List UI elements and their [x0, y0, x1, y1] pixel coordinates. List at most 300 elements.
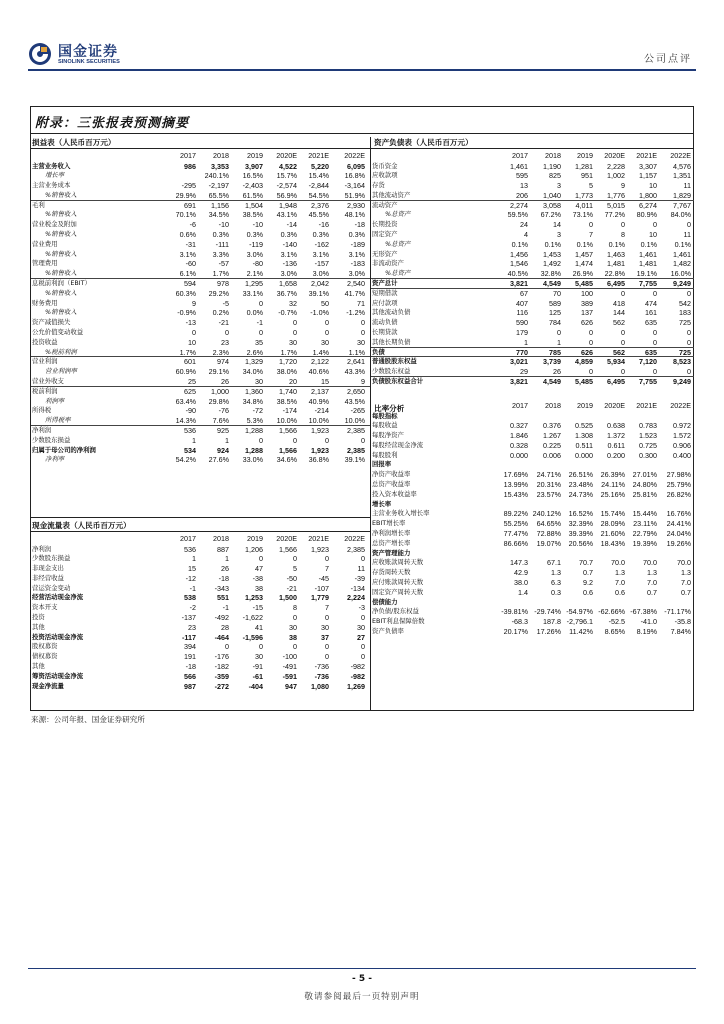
- year-header-cell: 2021E: [636, 151, 657, 160]
- table-row: [31, 367, 370, 377]
- row-value: 8,523: [673, 357, 691, 367]
- row-label: 所得税率: [45, 416, 71, 425]
- row-value: -1,622: [242, 613, 263, 623]
- row-value: -1: [222, 603, 229, 613]
- footer-divider: [28, 968, 696, 969]
- row-value: 147.3: [510, 558, 528, 568]
- row-value: 1.523: [639, 431, 657, 441]
- row-value: -176: [214, 652, 229, 662]
- table-row: [371, 259, 694, 269]
- row-value: -16: [318, 220, 329, 230]
- row-value: 1,773: [575, 190, 593, 200]
- row-value: -1.2%: [346, 308, 365, 318]
- row-value: -137: [181, 613, 196, 623]
- row-value: 7.6%: [212, 416, 229, 426]
- row-value: 70.0: [677, 558, 691, 568]
- row-value: 635: [645, 318, 657, 328]
- row-value: 47: [255, 564, 263, 574]
- table-row: [371, 240, 694, 250]
- row-value: 27.01%: [632, 470, 657, 480]
- row-value: 55.25%: [503, 519, 528, 529]
- table-row: [371, 470, 694, 480]
- table-row: [31, 446, 370, 456]
- table-row: [31, 682, 370, 692]
- row-value: 0: [589, 220, 593, 230]
- disclaimer-note: 敬请参阅最后一页特别声明: [304, 992, 420, 1002]
- row-label: 营业外收支: [32, 377, 64, 386]
- table-row: [31, 603, 370, 613]
- row-value: 0.783: [639, 421, 657, 431]
- row-value: 26.9%: [572, 269, 593, 279]
- row-value: 2,376: [311, 200, 329, 210]
- row-value: 0: [687, 220, 691, 230]
- table-row: [371, 460, 694, 470]
- table-row: [31, 564, 370, 574]
- row-value: 1,923: [311, 544, 329, 554]
- row-value: 1,463: [607, 249, 625, 259]
- row-value: -3,164: [344, 181, 365, 191]
- row-value: 5,485: [575, 279, 593, 289]
- row-value: 0: [687, 328, 691, 338]
- table-row: [31, 230, 370, 240]
- row-value: 3.3%: [212, 249, 229, 259]
- row-value: 30: [321, 337, 329, 347]
- row-value: 42.9: [514, 568, 528, 578]
- row-label: %销售收入: [45, 269, 77, 278]
- row-value: 25.79%: [666, 480, 691, 490]
- row-value: -52.5: [608, 617, 625, 627]
- row-value: 1: [557, 337, 561, 347]
- row-label: 主营业务收入增长率: [372, 509, 430, 518]
- section-divider: [31, 148, 370, 149]
- row-value: 14.3%: [175, 416, 196, 426]
- table-row: [371, 191, 694, 201]
- year-header-cell: 2020E: [604, 401, 625, 410]
- row-value: 474: [645, 298, 657, 308]
- table-row: [371, 607, 694, 617]
- row-label: 偿债能力: [372, 597, 398, 606]
- row-label: 税前利润: [32, 386, 58, 395]
- row-value: 0.3%: [280, 230, 297, 240]
- row-value: 0.300: [639, 450, 657, 460]
- row-value: 1,295: [245, 279, 263, 289]
- row-label: 净利率: [45, 455, 65, 464]
- row-value: 0.638: [607, 421, 625, 431]
- row-label: 投资活动现金净流: [32, 632, 84, 641]
- row-value: 38: [255, 583, 263, 593]
- row-label: 息税前利润（EBIT）: [32, 279, 91, 288]
- table-row: [31, 593, 370, 603]
- row-value: 562: [613, 347, 625, 357]
- row-value: 15.74%: [600, 509, 625, 519]
- table-row: [371, 539, 694, 549]
- row-value: 34.0%: [242, 367, 263, 377]
- row-label: 应收账款周转天数: [372, 558, 424, 567]
- row-value: 125: [549, 308, 561, 318]
- row-value: 179: [516, 328, 528, 338]
- row-value: 26.51%: [568, 470, 593, 480]
- year-header-cell: 2021E: [308, 534, 329, 543]
- row-value: 70.1%: [175, 210, 196, 220]
- row-value: 4,859: [575, 357, 593, 367]
- row-value: 3,821: [510, 377, 528, 387]
- row-label: 资本开支: [32, 603, 58, 612]
- row-value: 2,122: [311, 357, 329, 367]
- row-value: 29.9%: [175, 190, 196, 200]
- row-value: 4: [524, 230, 528, 240]
- row-value: 77.2%: [604, 210, 625, 220]
- row-label: 每股经营现金净流: [372, 440, 424, 449]
- row-value: 0: [361, 652, 365, 662]
- row-value: 54.2%: [175, 455, 196, 465]
- row-value: 1,566: [279, 426, 297, 436]
- row-value: 0: [325, 652, 329, 662]
- row-value: 11: [683, 181, 691, 191]
- row-value: 1.4%: [312, 347, 329, 357]
- row-value: 0: [589, 367, 593, 377]
- row-value: 18.43%: [600, 538, 625, 548]
- year-header-cell: 2019: [577, 151, 593, 160]
- row-value: 60.9%: [175, 367, 196, 377]
- row-value: 23.48%: [568, 480, 593, 490]
- row-value: 9.2: [583, 578, 593, 588]
- row-value: -90: [185, 406, 196, 416]
- row-value: 986: [184, 161, 196, 171]
- row-value: 1,157: [639, 171, 657, 181]
- row-value: 7.84%: [670, 627, 691, 637]
- row-label: %销售收入: [45, 190, 77, 199]
- row-value: 7: [325, 564, 329, 574]
- row-value: 1,720: [279, 357, 297, 367]
- table-row: [371, 617, 694, 627]
- row-value: -343: [214, 583, 229, 593]
- row-value: 15: [188, 564, 196, 574]
- row-value: 925: [217, 426, 229, 436]
- row-value: -982: [350, 671, 365, 681]
- table-row: [31, 318, 370, 328]
- row-label: 营运资金变动: [32, 583, 71, 592]
- row-value: 534: [184, 445, 196, 455]
- row-label: 投入资本收益率: [372, 489, 417, 498]
- row-value: 26: [221, 377, 229, 387]
- row-value: 17.26%: [536, 627, 561, 637]
- row-value: 626: [581, 318, 593, 328]
- row-value: 0.2%: [212, 308, 229, 318]
- row-value: 72.88%: [536, 529, 561, 539]
- row-value: 0: [259, 298, 263, 308]
- row-value: -12: [185, 573, 196, 583]
- row-label: 应付款项: [372, 298, 398, 307]
- row-value: 6,495: [607, 279, 625, 289]
- row-label: 其他: [32, 662, 45, 671]
- row-value: 2.6%: [246, 347, 263, 357]
- row-label: 利润率: [45, 396, 65, 405]
- row-value: 2,228: [607, 161, 625, 171]
- table-row: [371, 490, 694, 500]
- table-row: [31, 269, 370, 279]
- row-label: 其他: [32, 622, 45, 631]
- row-value: -736: [314, 662, 329, 672]
- row-value: 0: [325, 554, 329, 564]
- row-value: 64.65%: [536, 519, 561, 529]
- row-value: 4,522: [279, 161, 297, 171]
- row-value: 7,767: [673, 200, 691, 210]
- year-header-cell: 2018: [213, 534, 229, 543]
- row-value: 32: [289, 298, 297, 308]
- row-value: 0.3%: [246, 230, 263, 240]
- row-value: -982: [350, 662, 365, 672]
- table-row: [31, 584, 370, 594]
- row-value: 9: [361, 377, 365, 387]
- row-value: -404: [248, 681, 263, 691]
- row-value: 0: [621, 288, 625, 298]
- row-label: 管理费用: [32, 259, 58, 268]
- year-header-cell: 2019: [247, 534, 263, 543]
- row-value: 389: [581, 298, 593, 308]
- table-row: [371, 588, 694, 598]
- row-value: 20.31%: [536, 480, 561, 490]
- row-value: -2,197: [208, 181, 229, 191]
- row-value: 9: [621, 181, 625, 191]
- row-value: 25: [188, 377, 196, 387]
- row-value: 1.267: [543, 431, 561, 441]
- row-value: 144: [613, 308, 625, 318]
- row-value: 595: [516, 171, 528, 181]
- row-value: 70.7: [579, 558, 593, 568]
- row-label: 增长率: [45, 171, 65, 180]
- row-value: 0: [361, 613, 365, 623]
- row-value: -39: [354, 573, 365, 583]
- row-label: 货币资金: [372, 161, 398, 170]
- table-row: [371, 279, 694, 289]
- row-value: -10: [252, 220, 263, 230]
- row-label: 回报率: [372, 460, 392, 469]
- table-row: [371, 269, 694, 279]
- row-value: -3: [358, 603, 365, 613]
- year-header-cell: 2017: [180, 151, 196, 160]
- table-row: [371, 289, 694, 299]
- row-label: 增长率: [372, 499, 392, 508]
- row-value: 15.4%: [308, 171, 329, 181]
- row-value: 566: [184, 671, 196, 681]
- row-value: -13: [185, 318, 196, 328]
- row-value: 0: [293, 328, 297, 338]
- row-value: 0.1%: [576, 239, 593, 249]
- row-value: 1.3: [551, 568, 561, 578]
- row-value: 100: [581, 288, 593, 298]
- row-value: -174: [282, 406, 297, 416]
- row-label: 总资产增长率: [372, 538, 411, 547]
- table-row: [31, 436, 370, 446]
- row-value: -1: [189, 583, 196, 593]
- row-value: 13.99%: [503, 480, 528, 490]
- row-value: 562: [613, 318, 625, 328]
- table-row: [31, 357, 370, 367]
- income-statement-title: 损益表（人民币百万元）: [32, 138, 116, 147]
- row-value: 11: [357, 564, 365, 574]
- row-value: 0.511: [575, 440, 593, 450]
- row-value: 6,495: [607, 377, 625, 387]
- row-value: 41.7%: [344, 288, 365, 298]
- row-value: 45.5%: [308, 210, 329, 220]
- row-value: 30: [357, 337, 365, 347]
- table-row: [31, 201, 370, 211]
- row-value: 0: [557, 328, 561, 338]
- row-value: 56.9%: [276, 190, 297, 200]
- table-row: [371, 220, 694, 230]
- row-value: 0.7: [647, 587, 657, 597]
- sinolink-logo-icon: [28, 42, 52, 66]
- section-divider: [31, 531, 370, 532]
- row-value: -72: [252, 406, 263, 416]
- row-value: 1,740: [279, 386, 297, 396]
- table-row: [31, 250, 370, 260]
- row-value: 20: [289, 377, 297, 387]
- table-row: [371, 348, 694, 358]
- row-value: 8: [293, 603, 297, 613]
- row-value: 1,253: [245, 593, 263, 603]
- row-value: -591: [282, 671, 297, 681]
- row-value: 1.4: [518, 587, 528, 597]
- row-value: 10.0%: [308, 416, 329, 426]
- row-value: 1,453: [543, 249, 561, 259]
- table-row: [31, 181, 370, 191]
- row-value: -5: [222, 298, 229, 308]
- row-value: 30: [357, 622, 365, 632]
- table-row: [371, 549, 694, 559]
- row-value: 0.3%: [348, 230, 365, 240]
- row-value: 27: [357, 632, 365, 642]
- row-value: 26.39%: [600, 470, 625, 480]
- year-header-cell: 2020E: [604, 151, 625, 160]
- row-value: -214: [314, 406, 329, 416]
- row-value: 27.6%: [208, 455, 229, 465]
- table-row: [31, 289, 370, 299]
- year-header-cell: 2017: [512, 151, 528, 160]
- row-value: -492: [214, 613, 229, 623]
- row-label: 负债股东权益合计: [372, 377, 424, 386]
- row-value: 1,156: [211, 200, 229, 210]
- row-label: 归属于母公司的净利润: [32, 445, 96, 454]
- row-value: 978: [217, 279, 229, 289]
- row-label: 固定资产: [372, 230, 398, 239]
- row-value: 3.1%: [280, 249, 297, 259]
- row-value: 29.8%: [208, 396, 229, 406]
- row-value: 191: [184, 652, 196, 662]
- year-header-cell: 2017: [180, 534, 196, 543]
- table-row: [31, 240, 370, 250]
- year-header-row: [371, 401, 694, 412]
- table-row: [31, 554, 370, 564]
- row-value: 30: [289, 337, 297, 347]
- row-value: 70.0: [611, 558, 625, 568]
- row-value: 6,274: [639, 200, 657, 210]
- row-value: -140: [282, 239, 297, 249]
- row-value: 5,485: [575, 377, 593, 387]
- row-value: 51.9%: [344, 190, 365, 200]
- table-row: [371, 357, 694, 367]
- row-value: -18: [185, 662, 196, 672]
- row-label: 资产负债率: [372, 627, 404, 636]
- row-value: 67.1: [547, 558, 561, 568]
- year-header-cell: 2022E: [670, 151, 691, 160]
- row-label: 总资产收益率: [372, 480, 411, 489]
- row-label: %销售收入: [45, 230, 77, 239]
- row-value: 43.5%: [344, 396, 365, 406]
- row-value: -2: [189, 603, 196, 613]
- row-value: -67.38%: [630, 607, 657, 617]
- row-label: 净负债/股东权益: [372, 607, 419, 616]
- row-label: 存货: [372, 181, 385, 190]
- table-row: [31, 652, 370, 662]
- row-value: 3.0%: [348, 269, 365, 279]
- row-value: 20.56%: [568, 538, 593, 548]
- row-value: -136: [282, 259, 297, 269]
- row-value: 26: [221, 564, 229, 574]
- row-value: 19.26%: [666, 538, 691, 548]
- table-row: [371, 598, 694, 608]
- row-value: 0: [293, 554, 297, 564]
- row-value: 15: [321, 377, 329, 387]
- table-row: [371, 500, 694, 510]
- row-value: 63.4%: [175, 396, 196, 406]
- row-value: -2,574: [276, 181, 297, 191]
- row-value: 3.0%: [246, 249, 263, 259]
- table-row: [371, 210, 694, 220]
- ratio-analysis-table: [371, 399, 694, 637]
- row-value: 30: [321, 622, 329, 632]
- row-value: 0.6%: [179, 230, 196, 240]
- table-row: [31, 662, 370, 672]
- row-value: 10: [188, 337, 196, 347]
- row-value: 22.79%: [632, 529, 657, 539]
- row-value: -41.0: [640, 617, 657, 627]
- row-value: -464: [214, 632, 229, 642]
- row-value: 86.66%: [503, 538, 528, 548]
- row-value: 28.09%: [600, 519, 625, 529]
- table-row: [31, 171, 370, 181]
- row-value: 38.5%: [242, 210, 263, 220]
- row-value: 29.1%: [208, 367, 229, 377]
- row-value: 0: [621, 337, 625, 347]
- row-value: 7.0: [647, 578, 657, 588]
- row-label: 其他长期负债: [372, 337, 411, 346]
- row-value: -1: [256, 318, 263, 328]
- row-value: 7,120: [639, 357, 657, 367]
- row-value: 0: [259, 435, 263, 445]
- row-value: 3,907: [245, 161, 263, 171]
- row-value: 39.1%: [344, 455, 365, 465]
- row-value: 37: [321, 632, 329, 642]
- row-value: 65.5%: [208, 190, 229, 200]
- row-value: 21.60%: [600, 529, 625, 539]
- row-value: 924: [217, 445, 229, 455]
- row-value: 7,755: [639, 279, 657, 289]
- row-value: 1.3: [647, 568, 657, 578]
- row-value: 1,658: [279, 279, 297, 289]
- row-value: 0.000: [575, 450, 593, 460]
- row-label: 现金净流量: [32, 681, 64, 690]
- row-value: 8.65%: [604, 627, 625, 637]
- row-value: -6: [189, 220, 196, 230]
- table-row: [31, 191, 370, 201]
- table-row: [371, 480, 694, 490]
- row-value: 25.16%: [600, 489, 625, 499]
- row-value: 15.7%: [276, 171, 297, 181]
- row-label: 营业利润: [32, 357, 58, 366]
- row-value: -736: [314, 671, 329, 681]
- row-value: 70: [553, 288, 561, 298]
